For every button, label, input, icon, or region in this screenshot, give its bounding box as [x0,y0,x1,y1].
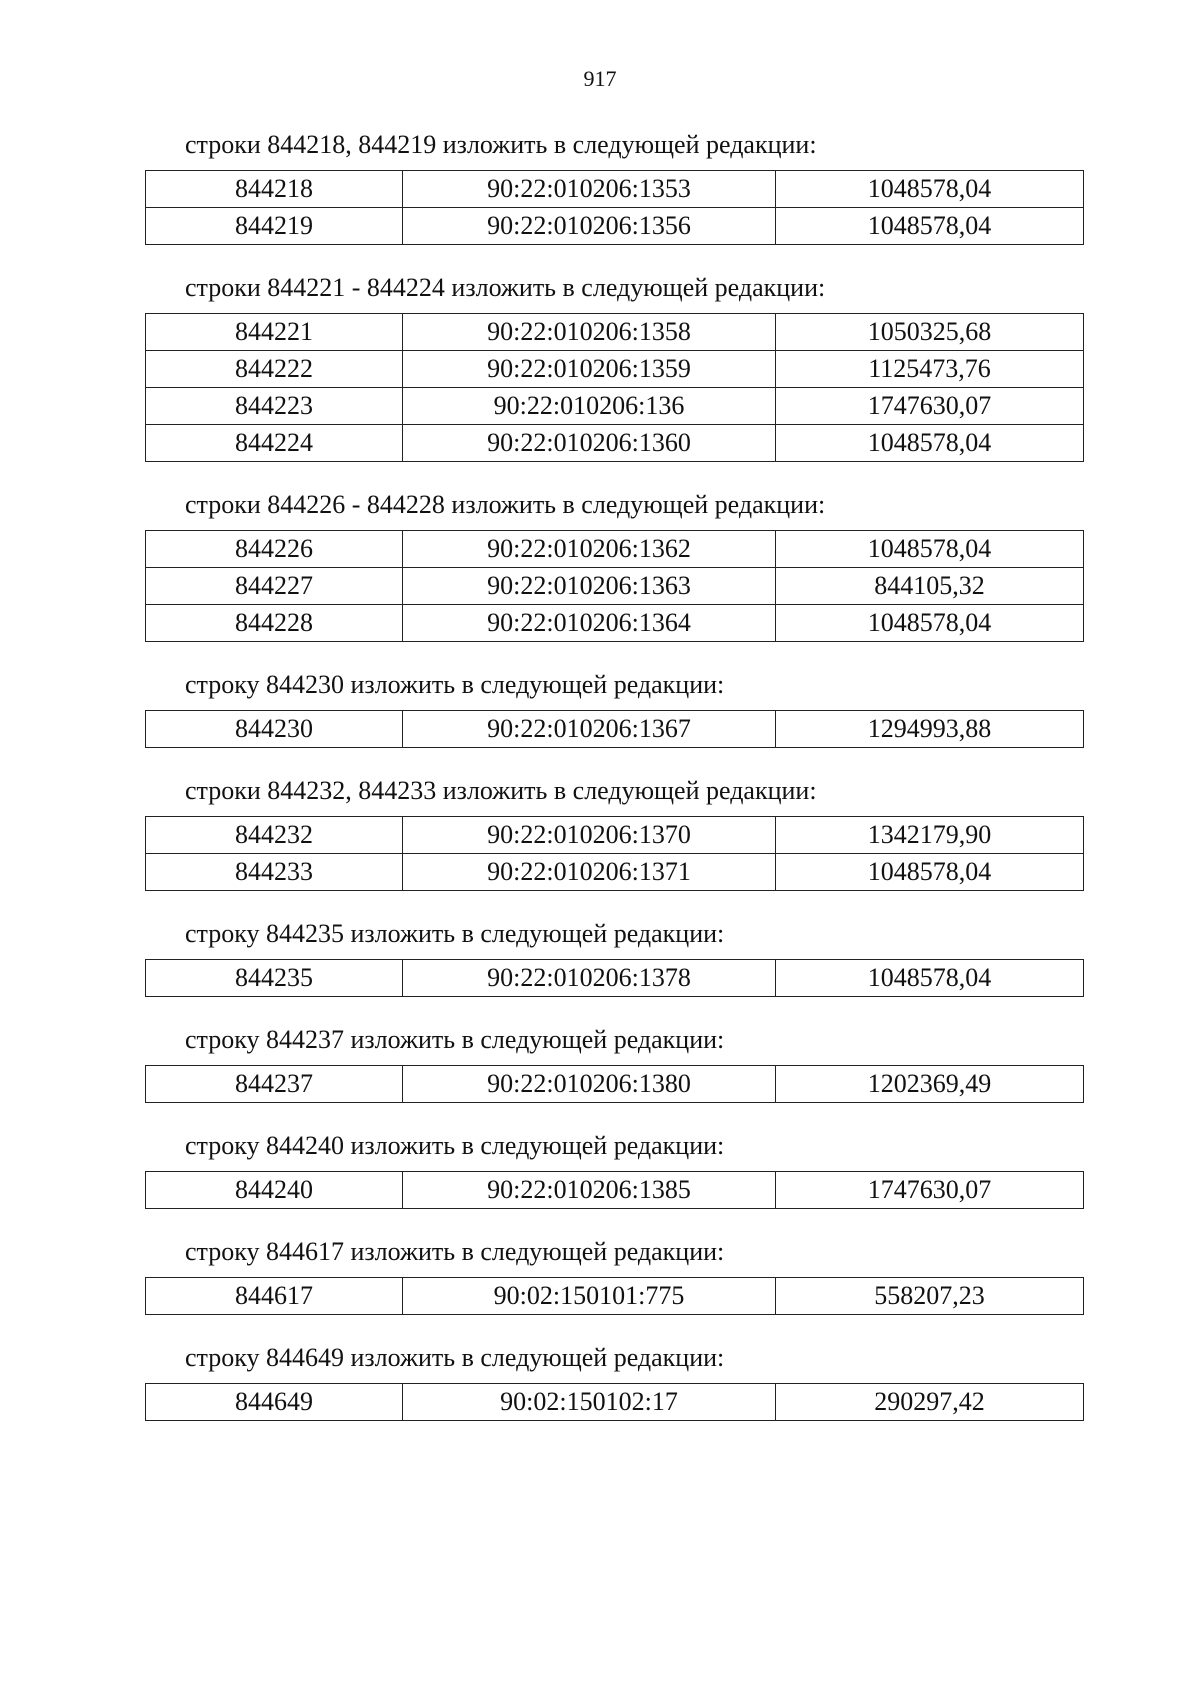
table-row [146,531,1084,568]
row-number-cell: 844237 [146,1066,403,1103]
table-row [146,605,1084,642]
cadastral-number-cell: 90:22:010206:1356 [403,208,776,245]
table-row [146,1278,1084,1315]
row-number-cell: 844230 [146,711,403,748]
cadastral-value-cell: 1048578,04 [776,208,1084,245]
cadastral-value-cell: 1048578,04 [776,425,1084,462]
registry-table [145,530,1084,642]
registry-table [145,1171,1084,1209]
section-caption: строку 844237 изложить в следующей редакции: [185,1025,725,1054]
table-row [146,711,1084,748]
registry-table [145,313,1084,462]
amendment-section [145,271,1080,462]
page-number: 917 [583,66,617,91]
row-number-cell: 844224 [146,425,403,462]
row-number-cell: 844218 [146,171,403,208]
cadastral-value-cell: 1048578,04 [776,171,1084,208]
table-row [146,817,1084,854]
cadastral-number-cell: 90:22:010206:1367 [403,711,776,748]
cadastral-number-cell: 90:22:010206:1353 [403,171,776,208]
amendment-section [145,128,1080,245]
table-row [146,1172,1084,1209]
cadastral-number-cell: 90:02:150101:775 [403,1278,776,1315]
registry-table [145,1383,1084,1421]
amendment-section [145,668,1080,748]
section-caption: строку 844617 изложить в следующей редакции: [185,1237,725,1266]
cadastral-number-cell: 90:22:010206:1358 [403,314,776,351]
section-caption: строку 844649 изложить в следующей редакции: [185,1343,725,1372]
row-number-cell: 844228 [146,605,403,642]
cadastral-value-cell: 1050325,68 [776,314,1084,351]
cadastral-value-cell: 1342179,90 [776,817,1084,854]
row-number-cell: 844223 [146,388,403,425]
cadastral-value-cell: 290297,42 [776,1384,1084,1421]
section-caption: строку 844240 изложить в следующей редакции: [185,1131,725,1160]
cadastral-value-cell: 1747630,07 [776,1172,1084,1209]
section-caption: строки 844232, 844233 изложить в следующей редакции: [185,776,817,805]
cadastral-value-cell: 1048578,04 [776,854,1084,891]
cadastral-value-cell: 1202369,49 [776,1066,1084,1103]
cadastral-number-cell: 90:22:010206:1385 [403,1172,776,1209]
row-number-cell: 844235 [146,960,403,997]
cadastral-value-cell: 1294993,88 [776,711,1084,748]
row-number-cell: 844222 [146,351,403,388]
cadastral-value-cell: 1048578,04 [776,605,1084,642]
cadastral-value-cell: 1048578,04 [776,960,1084,997]
cadastral-number-cell: 90:02:150102:17 [403,1384,776,1421]
table-row [146,1066,1084,1103]
section-caption: строку 844230 изложить в следующей редакции: [185,670,725,699]
row-number-cell: 844649 [146,1384,403,1421]
amendment-section [145,917,1080,997]
cadastral-number-cell: 90:22:010206:1362 [403,531,776,568]
section-caption: строки 844226 - 844228 изложить в следующей редакции: [185,490,826,519]
registry-table [145,710,1084,748]
row-number-cell: 844232 [146,817,403,854]
registry-table [145,1277,1084,1315]
amendment-section [145,1235,1080,1315]
row-number-cell: 844227 [146,568,403,605]
amendment-section [145,1023,1080,1103]
cadastral-number-cell: 90:22:010206:1360 [403,425,776,462]
table-row [146,314,1084,351]
section-caption: строки 844218, 844219 изложить в следующей редакции: [185,130,817,159]
table-row [146,208,1084,245]
table-row [146,388,1084,425]
row-number-cell: 844219 [146,208,403,245]
table-row [146,171,1084,208]
cadastral-value-cell: 1747630,07 [776,388,1084,425]
cadastral-value-cell: 558207,23 [776,1278,1084,1315]
table-row [146,1384,1084,1421]
row-number-cell: 844221 [146,314,403,351]
row-number-cell: 844226 [146,531,403,568]
row-number-cell: 844233 [146,854,403,891]
table-row [146,854,1084,891]
row-number-cell: 844617 [146,1278,403,1315]
table-row [146,351,1084,388]
section-caption: строку 844235 изложить в следующей редакции: [185,919,725,948]
row-number-cell: 844240 [146,1172,403,1209]
registry-table [145,959,1084,997]
cadastral-number-cell: 90:22:010206:136 [403,388,776,425]
cadastral-value-cell: 1048578,04 [776,531,1084,568]
registry-table [145,170,1084,245]
section-caption: строки 844221 - 844224 изложить в следующей редакции: [185,273,826,302]
cadastral-number-cell: 90:22:010206:1378 [403,960,776,997]
amendment-section [145,1341,1080,1421]
table-row [146,425,1084,462]
amendment-section [145,1129,1080,1209]
cadastral-number-cell: 90:22:010206:1363 [403,568,776,605]
cadastral-number-cell: 90:22:010206:1380 [403,1066,776,1103]
table-row [146,568,1084,605]
registry-table [145,816,1084,891]
cadastral-number-cell: 90:22:010206:1370 [403,817,776,854]
table-row [146,960,1084,997]
cadastral-value-cell: 844105,32 [776,568,1084,605]
document-body [145,128,1080,1447]
cadastral-number-cell: 90:22:010206:1359 [403,351,776,388]
cadastral-number-cell: 90:22:010206:1364 [403,605,776,642]
cadastral-value-cell: 1125473,76 [776,351,1084,388]
registry-table [145,1065,1084,1103]
cadastral-number-cell: 90:22:010206:1371 [403,854,776,891]
amendment-section [145,488,1080,642]
amendment-section [145,774,1080,891]
